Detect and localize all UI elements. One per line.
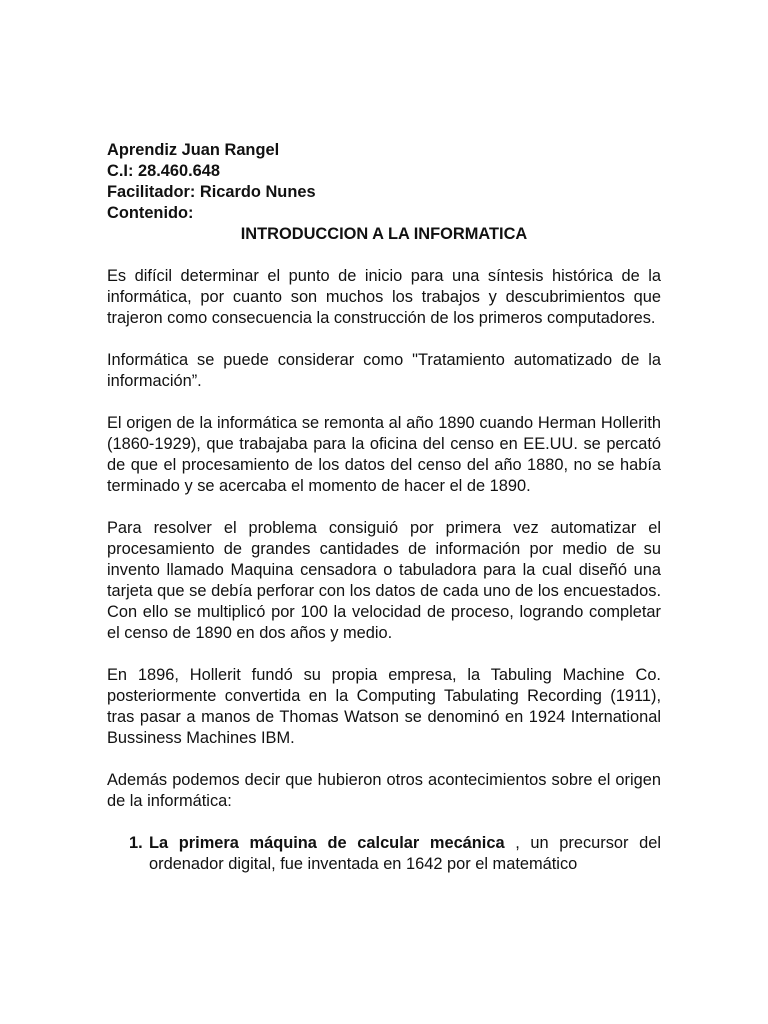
paragraph-origin: El origen de la informática se remonta al año 1890 cuando Herman Hollerith (1860-1929), que trabajaba para la oficina del censo en EE.UU. se percató de que el procesamiento de los datos del censo del año 1880, no se había terminado y se acercaba el momento de hacer el de 1890. [107,414,661,495]
events-list [107,833,661,875]
document-page [107,140,661,875]
paragraph-events-intro: Además podemos decir que hubieron otros acontecimientos sobre el origen de la informática: [107,771,661,810]
paragraph-definition: Informática se puede considerar como "Tratamiento automatizado de la información”. [107,351,661,390]
paragraph-automation: Para resolver el problema consiguió por primera vez automatizar el procesamiento de grandes cantidades de información por medio de su invento llamado Maquina censadora o tabuladora para la cual diseñó una tarjeta que se debía perforar con los datos de cada uno de los encuestados. Con ello se multiplicó por 100 la velocidad de proceso, logrando completar el censo de 1890 en dos años y medio. [107,519,661,642]
facilitator-name: Facilitador: Ricardo Nunes [107,183,316,201]
content-label: Contenido: [107,204,194,222]
document-title: INTRODUCCION A LA INFORMATICA [240,225,528,243]
student-name: Aprendiz Juan Rangel [107,141,280,159]
student-id: C.I: 28.460.648 [107,162,220,180]
list-item-text: , un precursor del ordenador digital, fue inventada en 1642 por el matemático [149,834,661,873]
list-item-heading: La primera máquina de calcular mecánica [149,834,505,852]
paragraph-ibm: En 1896, Hollerit fundó su propia empresa, la Tabuling Machine Co. posteriormente convertida en la Computing Tabulating Recording (1911), tras pasar a manos de Thomas Watson se denominó en 1924 International Bussiness Machines IBM. [107,666,661,747]
paragraph-intro: Es difícil determinar el punto de inicio para una síntesis histórica de la informática, por cuanto son muchos los trabajos y descubrimientos que trajeron como consecuencia la construcción de los primeros computadores. [107,267,661,327]
list-item [107,833,661,875]
list-item-number: 1. [129,834,143,852]
